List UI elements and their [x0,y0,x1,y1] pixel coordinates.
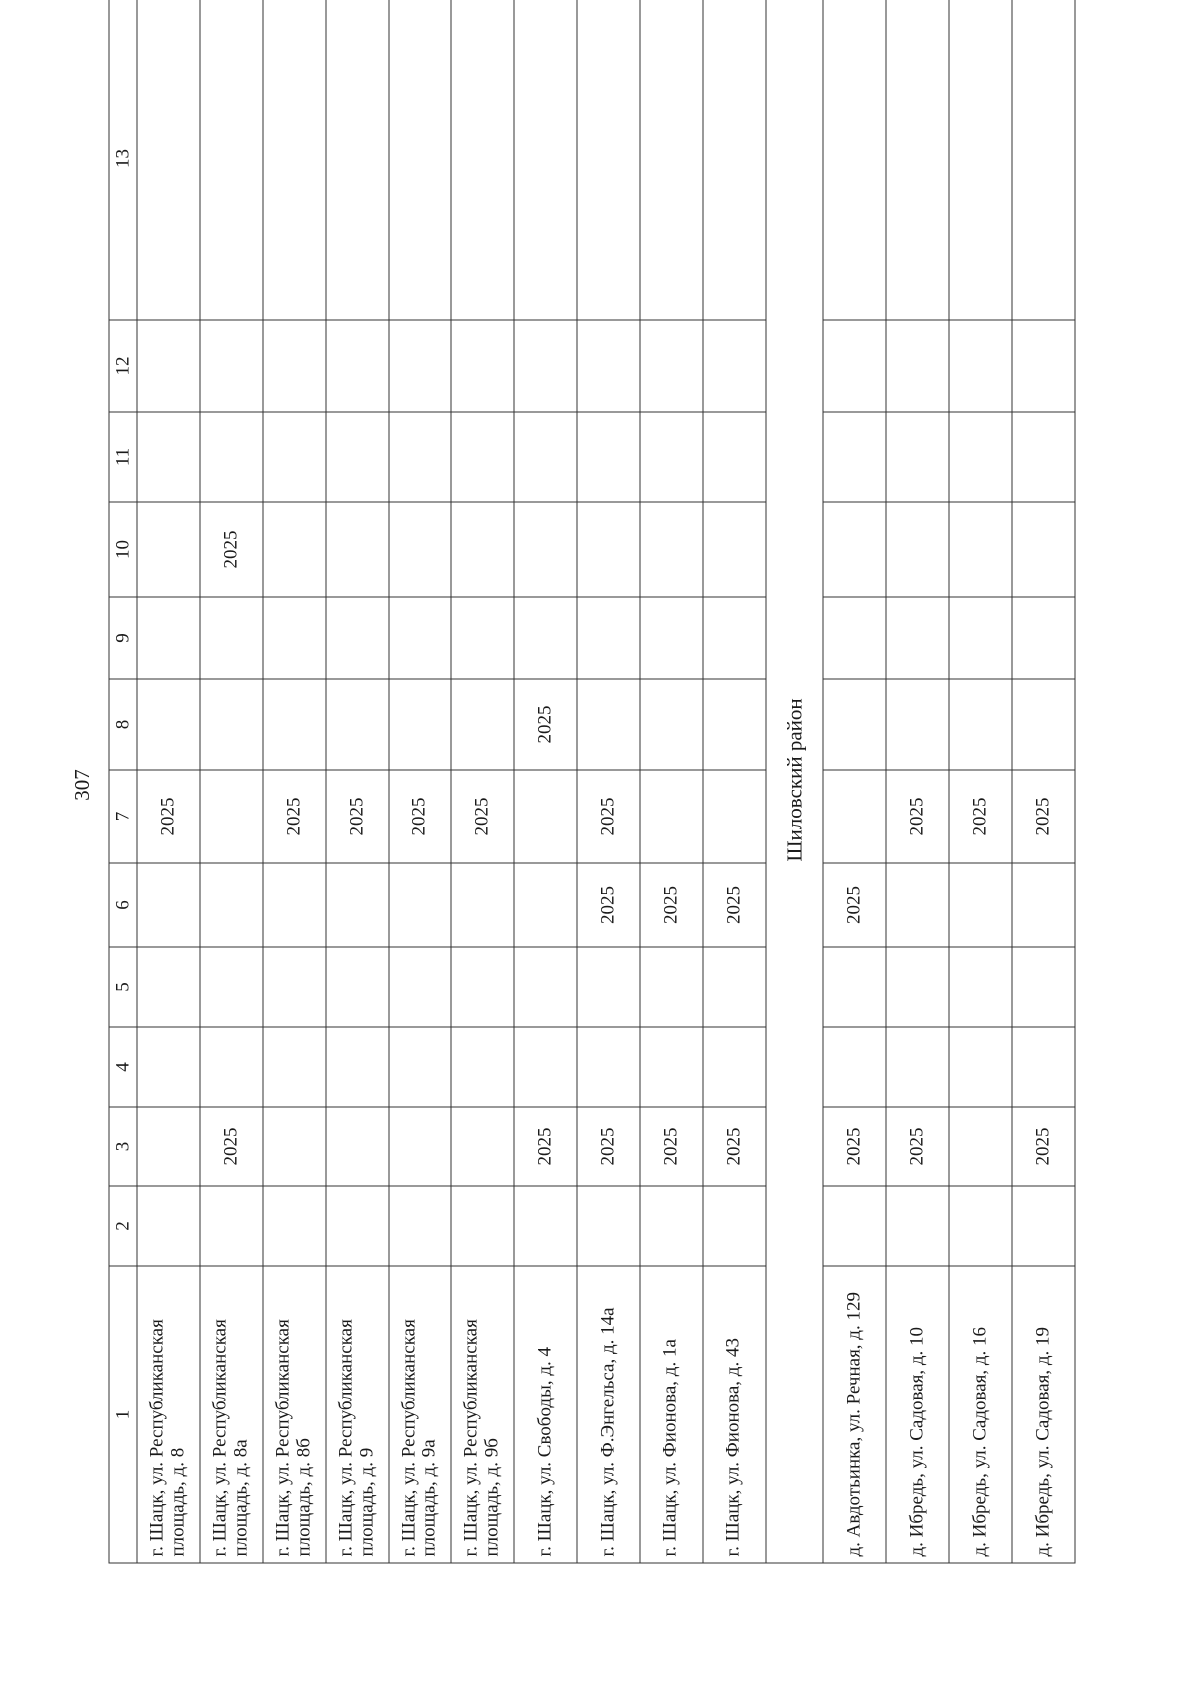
year-cell [137,502,200,597]
year-cell [262,320,325,412]
year-cell [886,1027,949,1107]
year-cell [388,1107,451,1186]
year-cell [451,412,514,502]
column-header: 1 [109,1266,137,1563]
year-cell [886,863,949,947]
year-cell [886,0,949,320]
year-cell [823,597,886,679]
address-cell: г. Шацк, ул. Республиканская площадь, д. 9 [325,1266,388,1563]
column-header: 6 [109,863,137,947]
year-cell: 2025 [577,1107,640,1186]
year-cell: 2025 [640,863,703,947]
year-cell [886,502,949,597]
year-cell [388,947,451,1027]
year-cell [137,412,200,502]
year-cell: 2025 [640,1107,703,1186]
year-cell [388,1027,451,1107]
table-row [1012,0,1075,1563]
year-cell [137,597,200,679]
year-cell [451,0,514,320]
table-row [702,0,765,1563]
column-header: 11 [109,412,137,502]
year-cell [1012,947,1075,1027]
year-cell [886,320,949,412]
year-cell [262,0,325,320]
year-cell [262,1186,325,1266]
region-title: Шиловский район [765,0,823,1563]
year-cell [137,1027,200,1107]
year-cell [1012,1186,1075,1266]
year-cell [514,1186,577,1266]
year-cell [949,863,1012,947]
year-cell [823,320,886,412]
year-cell [388,320,451,412]
table-row [199,0,262,1563]
year-cell [199,679,262,770]
year-cell [451,1027,514,1107]
header-row [109,0,137,1563]
address-cell: г. Шацк, ул. Фионова, д. 43 [702,1266,765,1563]
year-cell [702,679,765,770]
year-cell [949,947,1012,1027]
year-cell: 2025 [514,1107,577,1186]
year-cell [640,1027,703,1107]
year-cell: 2025 [702,863,765,947]
page-number: 307 [70,769,94,801]
year-cell [886,597,949,679]
year-cell [702,502,765,597]
year-cell [325,679,388,770]
year-cell [1012,0,1075,320]
year-cell [577,597,640,679]
year-cell: 2025 [1012,770,1075,863]
table-row [262,0,325,1563]
year-cell: 2025 [514,679,577,770]
year-cell [262,597,325,679]
year-cell [1012,1027,1075,1107]
year-cell [640,320,703,412]
table-row [325,0,388,1563]
column-header: 2 [109,1186,137,1266]
year-cell [1012,597,1075,679]
year-cell [514,863,577,947]
year-cell [262,947,325,1027]
year-cell [823,502,886,597]
column-header: 5 [109,947,137,1027]
year-cell [702,0,765,320]
address-cell: д. Ибредь, ул. Садовая, д. 10 [886,1266,949,1563]
address-cell: г. Шацк, ул. Фионова, д. 1а [640,1266,703,1563]
year-cell [388,679,451,770]
year-cell [949,1186,1012,1266]
year-cell [577,947,640,1027]
year-cell: 2025 [577,770,640,863]
year-cell [262,412,325,502]
year-cell [886,412,949,502]
year-cell [325,947,388,1027]
year-cell [823,770,886,863]
year-cell [702,597,765,679]
year-cell [514,597,577,679]
year-cell [577,0,640,320]
year-cell: 2025 [262,770,325,863]
year-cell [451,320,514,412]
year-cell [388,0,451,320]
table-row [451,0,514,1563]
year-cell [137,863,200,947]
column-header: 10 [109,502,137,597]
year-cell [325,1027,388,1107]
year-cell [577,679,640,770]
column-header: 7 [109,770,137,863]
year-cell [640,502,703,597]
year-cell [640,597,703,679]
year-cell [949,1107,1012,1186]
table-row [577,0,640,1563]
year-cell [514,320,577,412]
year-cell [949,412,1012,502]
year-cell [1012,679,1075,770]
year-cell [514,947,577,1027]
year-cell [949,679,1012,770]
year-cell [702,1186,765,1266]
address-cell: г. Шацк, ул. Республиканская площадь, д. 8б [262,1266,325,1563]
year-cell [451,1186,514,1266]
year-cell [702,412,765,502]
year-cell: 2025 [949,770,1012,863]
year-cell [949,320,1012,412]
table-row [137,0,200,1563]
year-cell [702,320,765,412]
year-cell [137,679,200,770]
address-cell: г. Шацк, ул. Республиканская площадь, д. 8а [199,1266,262,1563]
year-cell [388,502,451,597]
year-cell [325,1107,388,1186]
address-cell: д. Ибредь, ул. Садовая, д. 19 [1012,1266,1075,1563]
year-cell: 2025 [886,770,949,863]
year-cell [823,947,886,1027]
year-cell [823,1027,886,1107]
table-row [886,0,949,1563]
year-cell [577,320,640,412]
year-cell: 2025 [325,770,388,863]
year-cell: 2025 [577,863,640,947]
year-cell [451,863,514,947]
year-cell [262,863,325,947]
year-cell [886,947,949,1027]
year-cell [949,502,1012,597]
year-cell [325,0,388,320]
address-cell: г. Шацк, ул. Республиканская площадь, д. 8 [137,1266,200,1563]
year-cell [886,1186,949,1266]
year-cell [137,0,200,320]
year-cell [262,1107,325,1186]
year-cell [199,320,262,412]
year-cell [514,1027,577,1107]
year-cell [1012,412,1075,502]
year-cell [949,0,1012,320]
year-cell [325,1186,388,1266]
table-row [388,0,451,1563]
column-header: 3 [109,1107,137,1186]
year-cell [199,1186,262,1266]
year-cell [388,1186,451,1266]
year-cell [949,1027,1012,1107]
year-cell [325,863,388,947]
year-cell [640,0,703,320]
year-cell [199,863,262,947]
year-cell [451,947,514,1027]
year-cell [325,320,388,412]
address-cell: г. Шацк, ул. Ф.Энгельса, д. 14а [577,1266,640,1563]
year-cell [702,1027,765,1107]
year-cell [388,863,451,947]
year-cell [199,412,262,502]
year-cell: 2025 [199,502,262,597]
year-cell [388,597,451,679]
address-cell: д. Авдотьинка, ул. Речная, д. 129 [823,1266,886,1563]
year-cell [702,770,765,863]
year-cell: 2025 [1012,1107,1075,1186]
year-cell [199,597,262,679]
year-cell [577,1186,640,1266]
year-cell: 2025 [137,770,200,863]
year-cell [137,1107,200,1186]
table-wrapper [108,47,1075,1557]
year-cell [514,0,577,320]
year-cell [451,679,514,770]
year-cell [1012,502,1075,597]
year-cell [640,412,703,502]
year-cell [388,412,451,502]
year-cell [451,597,514,679]
column-header: 13 [109,0,137,320]
year-cell: 2025 [451,770,514,863]
year-cell [262,502,325,597]
address-cell: г. Шацк, ул. Республиканская площадь, д. 9а [388,1266,451,1563]
year-cell [823,412,886,502]
year-cell: 2025 [702,1107,765,1186]
year-cell: 2025 [823,1107,886,1186]
year-cell [262,679,325,770]
year-cell [137,320,200,412]
address-cell: д. Ибредь, ул. Садовая, д. 16 [949,1266,1012,1563]
year-cell [325,502,388,597]
year-cell [1012,320,1075,412]
year-cell: 2025 [388,770,451,863]
table-row [949,0,1012,1563]
address-cell: г. Шацк, ул. Свободы, д. 4 [514,1266,577,1563]
year-cell [577,412,640,502]
year-cell [199,0,262,320]
year-cell [262,1027,325,1107]
year-cell [199,770,262,863]
year-cell [886,679,949,770]
region-row [765,0,823,1563]
year-cell [577,1027,640,1107]
year-cell: 2025 [199,1107,262,1186]
year-cell: 2025 [823,863,886,947]
year-cell [577,502,640,597]
address-cell: г. Шацк, ул. Республиканская площадь, д. 9б [451,1266,514,1563]
year-cell [823,1186,886,1266]
year-cell [199,1027,262,1107]
year-cell [137,947,200,1027]
year-cell [823,0,886,320]
year-cell [514,502,577,597]
table-row [823,0,886,1563]
year-cell [514,770,577,863]
year-cell [949,597,1012,679]
year-cell [137,1186,200,1266]
column-header: 9 [109,597,137,679]
year-cell [199,947,262,1027]
column-header: 4 [109,1027,137,1107]
year-cell [640,770,703,863]
year-cell [640,679,703,770]
column-header: 8 [109,679,137,770]
year-cell [451,1107,514,1186]
year-cell [640,947,703,1027]
table-row [514,0,577,1563]
schedule-table [108,0,1075,1564]
year-cell [325,597,388,679]
table-row [640,0,703,1563]
year-cell [640,1186,703,1266]
year-cell [514,412,577,502]
column-header: 12 [109,320,137,412]
year-cell [823,679,886,770]
year-cell [451,502,514,597]
year-cell [325,412,388,502]
year-cell [702,947,765,1027]
year-cell: 2025 [886,1107,949,1186]
year-cell [1012,863,1075,947]
